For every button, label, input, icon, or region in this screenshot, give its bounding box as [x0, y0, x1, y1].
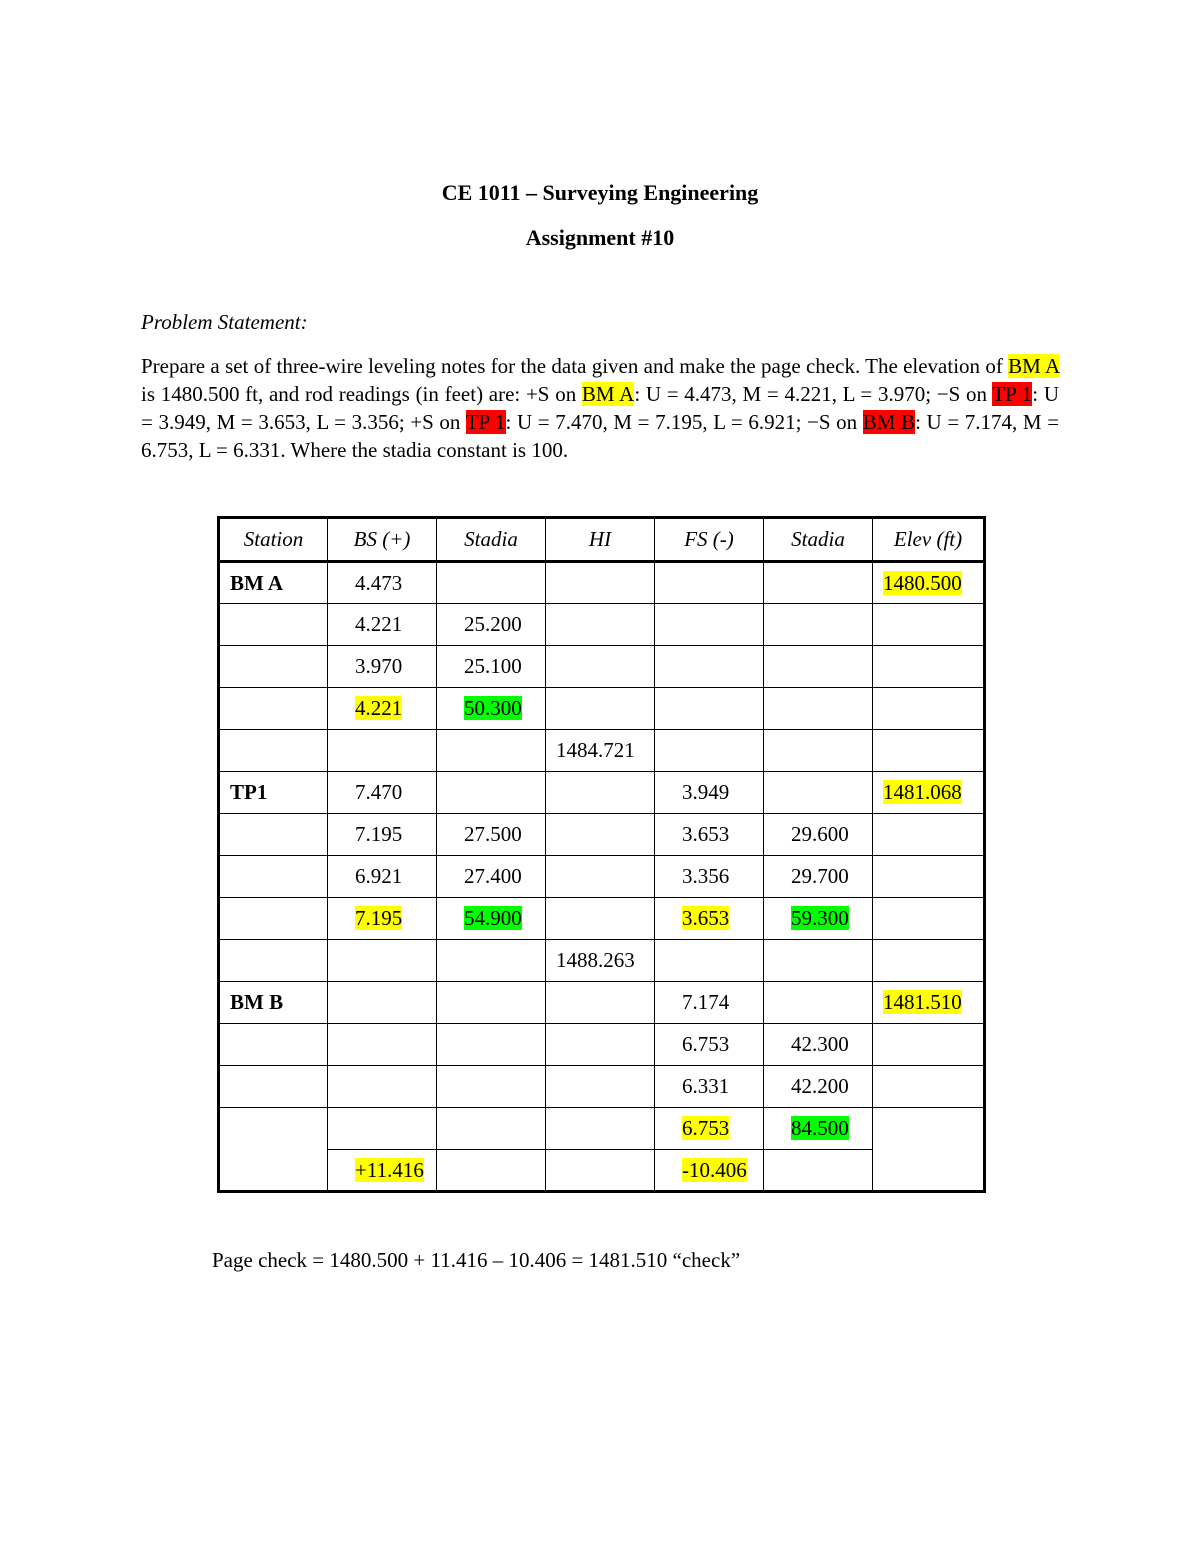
elev-cell — [873, 1150, 985, 1192]
table-row — [219, 646, 985, 688]
cell-value: 25.100 — [464, 654, 522, 678]
table-row — [219, 604, 985, 646]
hi-cell — [546, 1024, 655, 1066]
station-cell — [219, 1024, 328, 1066]
bs-cell — [328, 604, 437, 646]
statement-segment: : U = 7.174, M = 6.753, L = 6.331. Where the stadia constant is 100. — [141, 410, 1060, 462]
fs-cell — [655, 814, 764, 856]
fs-stadia-cell — [764, 1108, 873, 1150]
statement-segment: is 1480.500 ft, and rod readings (in feet) are: +S on — [141, 382, 582, 406]
table-row — [219, 856, 985, 898]
fs-stadia-cell — [764, 646, 873, 688]
hi-cell — [546, 1066, 655, 1108]
cell-value: 84.500 — [791, 1116, 849, 1140]
hi-cell — [546, 1150, 655, 1192]
fs-cell — [655, 1066, 764, 1108]
cell-value: BM B — [230, 990, 284, 1014]
table-row — [219, 1066, 985, 1108]
station-cell — [219, 646, 328, 688]
page-check: Page check = 1480.500 + 11.416 – 10.406 = 1481.510 “check” — [212, 1248, 741, 1272]
bs-stadia-cell — [437, 562, 546, 604]
highlighted-term: BM A — [1008, 354, 1060, 378]
bs-stadia-cell — [437, 604, 546, 646]
bs-stadia-cell — [437, 688, 546, 730]
bs-cell — [328, 646, 437, 688]
cell-value: 3.653 — [682, 822, 730, 846]
elev-cell — [873, 856, 985, 898]
fs-stadia-cell — [764, 814, 873, 856]
elev-cell — [873, 688, 985, 730]
hi-cell — [546, 898, 655, 940]
elev-cell — [873, 940, 985, 982]
cell-value: 59.300 — [791, 906, 849, 930]
cell-value: 25.200 — [464, 612, 522, 636]
table-row — [219, 1024, 985, 1066]
bs-stadia-cell — [437, 730, 546, 772]
bs-stadia-cell — [437, 646, 546, 688]
station-cell — [219, 1150, 328, 1192]
cell-value: 54.900 — [464, 906, 522, 930]
bs-cell — [328, 772, 437, 814]
bs-cell — [328, 940, 437, 982]
bs-cell — [328, 562, 437, 604]
fs-stadia-cell — [764, 1024, 873, 1066]
course-title: CE 1011 – Surveying Engineering — [441, 180, 759, 205]
table-row — [219, 814, 985, 856]
station-cell — [219, 1108, 328, 1150]
station-cell — [219, 898, 328, 940]
cell-value: 42.300 — [791, 1032, 849, 1056]
bs-cell — [328, 856, 437, 898]
fs-stadia-cell — [764, 772, 873, 814]
elev-cell — [873, 562, 985, 604]
station-cell — [219, 982, 328, 1024]
column-header: BS (+) — [328, 518, 437, 562]
table-row — [219, 898, 985, 940]
column-header: HI — [546, 518, 655, 562]
cell-value: 42.200 — [791, 1074, 849, 1098]
hi-cell — [546, 772, 655, 814]
problem-statement-text — [141, 352, 1059, 464]
station-cell — [219, 562, 328, 604]
statement-segment: : U = 4.473, M = 4.221, L = 3.970; −S on — [634, 382, 993, 406]
fs-stadia-cell — [764, 982, 873, 1024]
cell-value: 29.700 — [791, 864, 849, 888]
column-header: Station — [219, 518, 328, 562]
fs-cell — [655, 562, 764, 604]
elev-cell — [873, 982, 985, 1024]
cell-value: 27.500 — [464, 822, 522, 846]
hi-cell — [546, 814, 655, 856]
fs-stadia-cell — [764, 898, 873, 940]
problem-statement-label: Problem Statement: — [141, 310, 308, 334]
elev-cell — [873, 1108, 985, 1150]
column-header: Elev (ft) — [873, 518, 985, 562]
station-cell — [219, 604, 328, 646]
highlighted-term: TP 1 — [992, 382, 1033, 406]
fs-cell — [655, 688, 764, 730]
station-cell — [219, 940, 328, 982]
bs-cell — [328, 1108, 437, 1150]
bs-stadia-cell — [437, 1108, 546, 1150]
fs-cell — [655, 1150, 764, 1192]
hi-cell — [546, 604, 655, 646]
fs-cell — [655, 730, 764, 772]
fs-stadia-cell — [764, 562, 873, 604]
hi-cell — [546, 646, 655, 688]
elev-cell — [873, 646, 985, 688]
elev-cell — [873, 604, 985, 646]
cell-value: 7.195 — [355, 822, 403, 846]
hi-cell — [546, 1108, 655, 1150]
cell-value: 4.473 — [355, 570, 403, 595]
cell-value: -10.406 — [682, 1157, 747, 1182]
table-row — [219, 1108, 985, 1150]
bs-stadia-cell — [437, 940, 546, 982]
statement-segment: : U = 3.949, M = 3.653, L = 3.356; +S on — [141, 382, 1060, 434]
cell-value: 1481.510 — [883, 990, 962, 1014]
cell-value: 1488.263 — [556, 948, 635, 972]
cell-value: 27.400 — [464, 864, 522, 888]
station-cell — [219, 856, 328, 898]
column-header: Stadia — [437, 518, 546, 562]
fs-cell — [655, 856, 764, 898]
elev-cell — [873, 814, 985, 856]
fs-cell — [655, 604, 764, 646]
statement-segment: : U = 7.470, M = 7.195, L = 6.921; −S on — [505, 410, 863, 434]
highlighted-term: BM B — [862, 410, 916, 434]
fs-cell — [655, 940, 764, 982]
elev-cell — [873, 730, 985, 772]
station-cell — [219, 814, 328, 856]
bs-stadia-cell — [437, 856, 546, 898]
fs-stadia-cell — [764, 856, 873, 898]
cell-value: 7.470 — [355, 780, 403, 804]
bs-stadia-cell — [437, 1066, 546, 1108]
hi-cell — [546, 940, 655, 982]
cell-value: 1481.068 — [883, 780, 962, 804]
table-header-row — [219, 518, 985, 562]
table-row — [219, 688, 985, 730]
fs-stadia-cell — [764, 730, 873, 772]
cell-value: 6.921 — [355, 864, 403, 888]
fs-stadia-cell — [764, 940, 873, 982]
elev-cell — [873, 1066, 985, 1108]
bs-stadia-cell — [437, 898, 546, 940]
hi-cell — [546, 730, 655, 772]
table-row — [219, 730, 985, 772]
cell-value: BM A — [230, 570, 284, 595]
bs-cell — [328, 1024, 437, 1066]
column-header: Stadia — [764, 518, 873, 562]
fs-stadia-cell — [764, 688, 873, 730]
table-row — [219, 1150, 985, 1192]
bs-stadia-cell — [437, 1150, 546, 1192]
station-cell — [219, 772, 328, 814]
hi-cell — [546, 982, 655, 1024]
station-cell — [219, 730, 328, 772]
bs-stadia-cell — [437, 1024, 546, 1066]
cell-value: TP1 — [230, 780, 268, 804]
bs-cell — [328, 982, 437, 1024]
fs-cell — [655, 772, 764, 814]
cell-value: 6.331 — [682, 1074, 730, 1098]
cell-value: +11.416 — [355, 1157, 424, 1182]
bs-cell — [328, 688, 437, 730]
elev-cell — [873, 898, 985, 940]
cell-value: 7.174 — [682, 990, 730, 1014]
fs-stadia-cell — [764, 1066, 873, 1108]
table-row — [219, 772, 985, 814]
bs-stadia-cell — [437, 814, 546, 856]
elev-cell — [873, 772, 985, 814]
bs-cell — [328, 1066, 437, 1108]
bs-stadia-cell — [437, 982, 546, 1024]
table-row — [219, 940, 985, 982]
highlighted-term: TP 1 — [465, 410, 506, 434]
bs-cell — [328, 1150, 437, 1192]
cell-value: 3.970 — [355, 654, 403, 678]
leveling-notes-table — [217, 516, 986, 1193]
cell-value: 3.653 — [682, 906, 730, 930]
bs-cell — [328, 730, 437, 772]
cell-value: 1480.500 — [883, 570, 962, 595]
cell-value: 1484.721 — [556, 738, 635, 762]
hi-cell — [546, 562, 655, 604]
fs-cell — [655, 646, 764, 688]
statement-segment: Prepare a set of three-wire leveling notes for the data given and make the page check. The elevation of — [141, 354, 1009, 378]
bs-stadia-cell — [437, 772, 546, 814]
elev-cell — [873, 1024, 985, 1066]
cell-value: 4.221 — [355, 612, 403, 636]
fs-stadia-cell — [764, 604, 873, 646]
fs-cell — [655, 982, 764, 1024]
bs-cell — [328, 814, 437, 856]
bs-cell — [328, 898, 437, 940]
cell-value: 3.949 — [682, 780, 730, 804]
cell-value: 7.195 — [355, 906, 403, 930]
fs-cell — [655, 1024, 764, 1066]
hi-cell — [546, 688, 655, 730]
assignment-title: Assignment #10 — [525, 225, 675, 250]
fs-cell — [655, 898, 764, 940]
fs-cell — [655, 1108, 764, 1150]
station-cell — [219, 1066, 328, 1108]
cell-value: 6.753 — [682, 1116, 730, 1140]
cell-value: 4.221 — [355, 696, 403, 720]
table-row — [219, 562, 985, 604]
cell-value: 3.356 — [682, 864, 730, 888]
highlighted-term: BM A — [581, 382, 635, 406]
cell-value: 29.600 — [791, 822, 849, 846]
hi-cell — [546, 856, 655, 898]
cell-value: 6.753 — [682, 1032, 730, 1056]
station-cell — [219, 688, 328, 730]
column-header: FS (-) — [655, 518, 764, 562]
table-row — [219, 982, 985, 1024]
fs-stadia-cell — [764, 1150, 873, 1192]
cell-value: 50.300 — [464, 696, 522, 720]
